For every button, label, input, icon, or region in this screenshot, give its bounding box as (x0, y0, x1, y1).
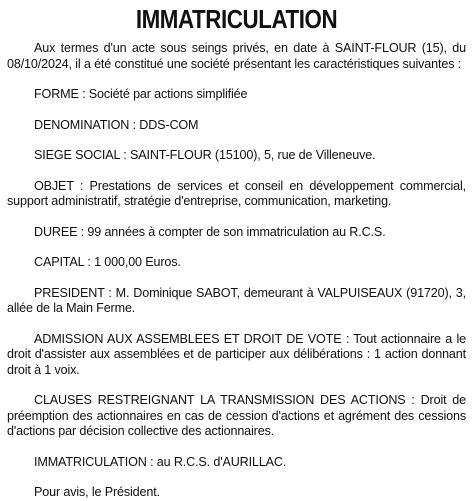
notice-admission-paragraph: ADMISSION AUX ASSEMBLEES ET DROIT DE VOTE : Tout actionnaire a le droit d'assister aux assemblées et de participer aux délibérations : 1 action donnant droit à 1 voix. (7, 331, 466, 377)
legal-notice (7, 0, 466, 501)
notice-duree-paragraph: DUREE : 99 années à compter de son immatriculation au R.C.S. (34, 224, 386, 239)
notice-objet-paragraph: OBJET : Prestations de services et conseil en développement commercial, support administratif, stratégie d'entreprise, communication, marketing. (7, 178, 466, 208)
notice-clauses-paragraph: CLAUSES RESTREIGNANT LA TRANSMISSION DES ACTIONS : Droit de préemption des actionnaires en cas de cession d'actions et agrément des cessions d'actions par décision collective des actionnaires. (7, 393, 466, 438)
notice-signature-paragraph: Pour avis, le Président. (34, 485, 160, 499)
notice-capital-paragraph: CAPITAL : 1 000,00 Euros. (34, 255, 181, 269)
notice-denomination-paragraph: DENOMINATION : DDS-COM (34, 117, 199, 132)
notice-forme-paragraph: FORME : Société par actions simplifiée (34, 87, 248, 101)
notice-title: IMMATRICULATION (135, 4, 338, 34)
notice-siege-paragraph: SIEGE SOCIAL : SAINT-FLOUR (15100), 5, rue de Villeneuve. (34, 148, 376, 162)
notice-intro-paragraph: Aux termes d'un acte sous seings privés, en date à SAINT-FLOUR (15), du 08/10/2024, il a été constitué une société présentant les caractéristiques suivantes : (7, 41, 466, 71)
notice-immatriculation-paragraph: IMMATRICULATION : au R.C.S. d'AURILLAC. (34, 454, 287, 469)
notice-president-paragraph: PRESIDENT : M. Dominique SABOT, demeurant à VALPUISEAUX (91720), 3, allée de la Main Ferme. (7, 285, 466, 315)
